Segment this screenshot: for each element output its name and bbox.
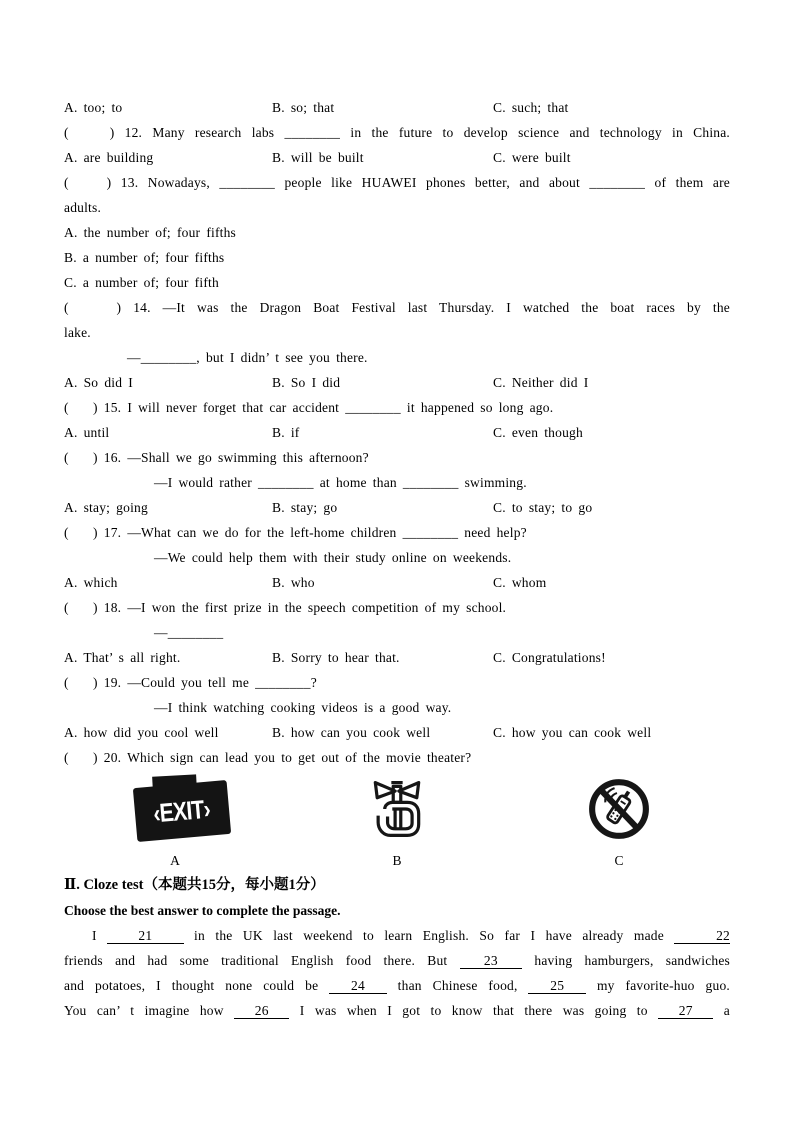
cloze-text: my favorite-huo guo. [586, 978, 730, 993]
text-line: ( ) 14. —It was the Dragon Boat Festival last Thursday. I watched the boat races by the [64, 300, 730, 315]
option-b: B. will be built [272, 150, 364, 165]
sign-options-row [64, 770, 730, 848]
option-c: C. even though [493, 425, 583, 440]
sign-label-a: A [170, 853, 180, 868]
cloze-line [64, 923, 730, 948]
option-b: B. So I did [272, 375, 341, 390]
text-line: —I think watching cooking videos is a good way. [154, 700, 452, 715]
cloze-text: and potatoes, I thought none could be [64, 978, 330, 993]
text-line: ( ) 20. Which sign can lead you to get out of the movie theater? [64, 750, 472, 765]
numbered-blank: 21 [107, 928, 184, 943]
text-line: ( ) 16. —Shall we go swimming this afternoon? [64, 450, 369, 465]
text-line: B. a number of; four fifths [64, 250, 225, 265]
text-line: adults. [64, 200, 102, 215]
cloze-text: I [92, 928, 108, 943]
option-b: B. if [272, 425, 300, 440]
option-a: A. how did you cool well [64, 725, 219, 740]
numbered-blank: 22 [674, 928, 730, 943]
option-c: C. how you can cook well [493, 725, 652, 740]
cloze-line [64, 998, 730, 1023]
exit-sign-image [133, 780, 231, 842]
options-row [64, 145, 730, 170]
text-line: —________, but I didn’ t see you there. [127, 350, 368, 365]
section2-instruction: Choose the best answer to complete the passage. [64, 903, 341, 918]
text-line: ( ) 17. —What can we do for the left-home children ________ need help? [64, 525, 527, 540]
text-line: ( ) 18. —I won the first prize in the speech competition of my school. [64, 600, 507, 615]
text-line: ( ) 15. I will never forget that car accident ________ it happened so long ago. [64, 400, 554, 415]
text-line: ( ) 12. Many research labs ________ in the future to develop science and technology in China. [64, 125, 730, 140]
no-mobile-phones-sign-icon [586, 776, 652, 842]
section2-heading: Ⅱ. Cloze test（本题共15分，每小题1分） [64, 877, 325, 893]
option-a: A. are building [64, 150, 154, 165]
sign-label-c: C [614, 853, 624, 868]
options-row [64, 95, 730, 120]
cloze-passage [64, 923, 730, 1023]
cloze-text: a [713, 1003, 730, 1018]
options-row [64, 645, 730, 670]
option-c: C. were built [493, 150, 571, 165]
option-b: B. Sorry to hear that. [272, 650, 400, 665]
option-a: A. stay; going [64, 500, 148, 515]
text-line: —________ [154, 625, 224, 640]
option-b: B. how can you cook well [272, 725, 431, 740]
sign-labels-row [64, 848, 730, 873]
text-line: C. a number of; four fifth [64, 275, 219, 290]
option-b: B. stay; go [272, 500, 338, 515]
options-row [64, 420, 730, 445]
numbered-blank: 23 [459, 953, 523, 968]
text-line: —We could help them with their study online on weekends. [154, 550, 512, 565]
cloze-text: than Chinese food, [386, 978, 529, 993]
option-a: A. So did I [64, 375, 133, 390]
sign-option-a [64, 770, 286, 848]
exit-sign-text: ‹EXIT› [152, 793, 212, 828]
option-b: B. so; that [272, 100, 335, 115]
numbered-blank: 24 [329, 978, 387, 993]
numbered-blank: 25 [528, 978, 587, 993]
options-row [64, 370, 730, 395]
exit-sign-plate [133, 780, 231, 842]
option-c: C. such; that [493, 100, 569, 115]
cloze-line [64, 948, 730, 973]
cloze-text: in the UK last weekend to learn English. So far I have already made [183, 928, 675, 943]
cloze-line [64, 973, 730, 998]
text-line: ( ) 19. —Could you tell me ________? [64, 675, 317, 690]
multiple-choice-section [64, 95, 730, 770]
cloze-text: having hamburgers, sandwiches [522, 953, 730, 968]
sign-label-b: B [392, 853, 402, 868]
option-a: A. too; to [64, 100, 123, 115]
numbered-blank: 26 [234, 1003, 290, 1018]
options-row [64, 720, 730, 745]
cloze-text: You can’ t imagine how [64, 1003, 235, 1018]
cloze-text: friends and had some traditional English food there. But [64, 953, 460, 968]
text-line: lake. [64, 325, 91, 340]
numbered-blank: 27 [658, 1003, 714, 1018]
text-line: —I would rather ________ at home than ________ swimming. [154, 475, 527, 490]
option-c: C. to stay; to go [493, 500, 593, 515]
option-a: A. which [64, 575, 118, 590]
sign-option-b [286, 770, 508, 848]
option-c: C. whom [493, 575, 547, 590]
options-row [64, 570, 730, 595]
option-b: B. who [272, 575, 315, 590]
option-a: A. until [64, 425, 110, 440]
cloze-text: I was when I got to know that there was going to [289, 1003, 659, 1018]
option-c: C. Congratulations! [493, 650, 606, 665]
hand-holding-sign-icon [364, 771, 430, 847]
option-a: A. That’ s all right. [64, 650, 181, 665]
option-c: C. Neither did I [493, 375, 589, 390]
sign-option-c [508, 770, 730, 848]
text-line: ( ) 13. Nowadays, ________ people like HUAWEI phones better, and about ________ of them are [64, 175, 730, 190]
options-row [64, 495, 730, 520]
text-line: A. the number of; four fifths [64, 225, 237, 240]
